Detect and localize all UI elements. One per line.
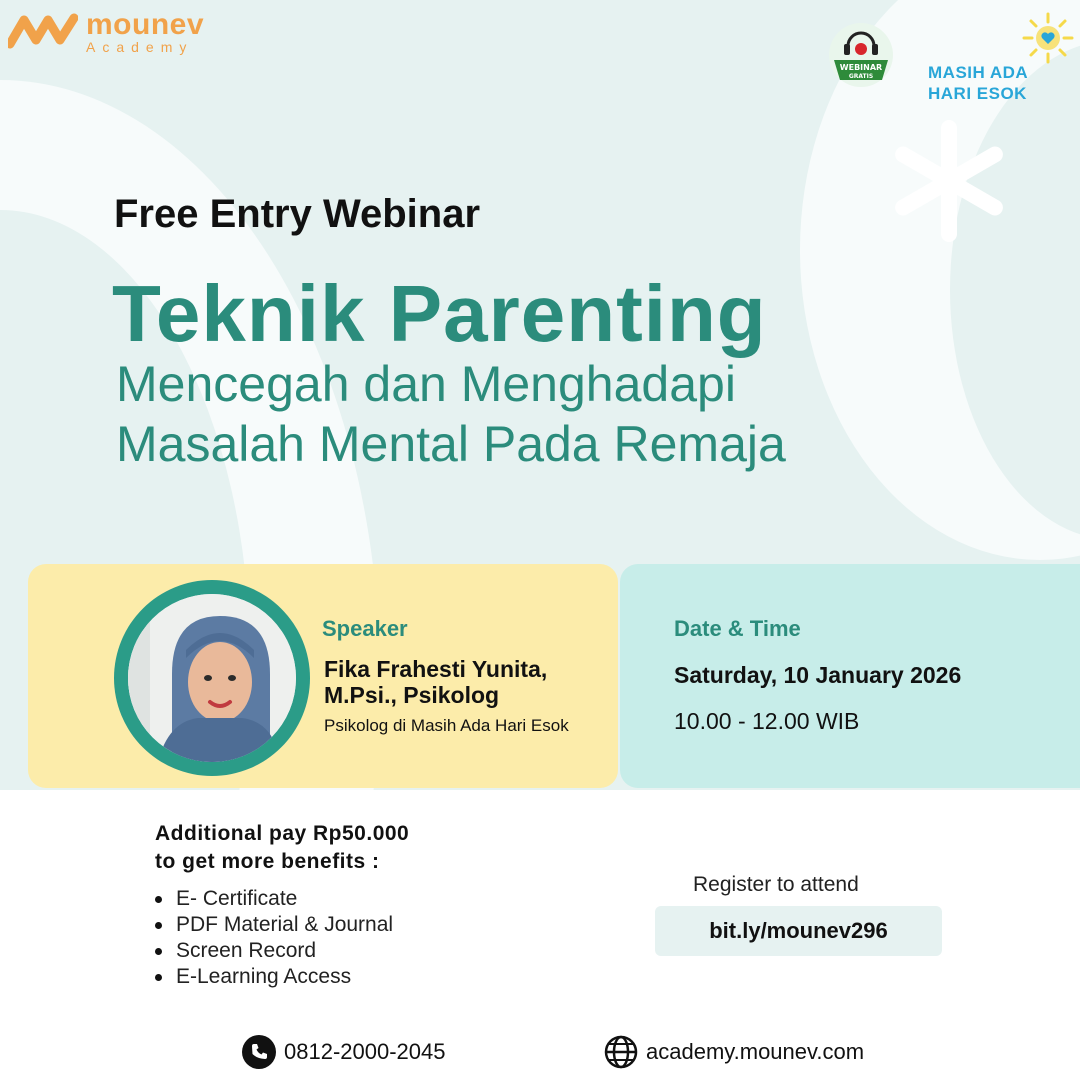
contact-phone[interactable] — [242, 1035, 445, 1069]
sun-heart-icon — [1022, 12, 1074, 64]
benefit-text: PDF Material & Journal — [176, 913, 394, 936]
bullet-icon — [155, 896, 162, 903]
mounev-logo — [8, 10, 204, 54]
eyebrow-heading: Free Entry Webinar — [114, 192, 481, 236]
speaker-role: Psikolog di Masih Ada Hari Esok — [324, 716, 569, 735]
partner-line1: MASIH ADA — [928, 63, 1029, 82]
subtitle-line1: Mencegah dan Menghadapi — [116, 356, 736, 412]
event-date: Saturday, 10 January 2026 — [674, 662, 962, 688]
logo-sub: Academy — [86, 39, 194, 55]
website-url: academy.mounev.com — [646, 1039, 865, 1064]
benefit-text: E- Certificate — [176, 887, 298, 910]
list-item — [155, 886, 393, 912]
phone-number: 0812-2000-2045 — [284, 1039, 446, 1064]
speaker-avatar — [114, 580, 310, 776]
event-time: 10.00 - 12.00 WIB — [674, 708, 860, 734]
list-item — [155, 938, 393, 964]
speaker-name: Fika Frahesti Yunita, M.Psi., Psikolog — [324, 656, 548, 708]
webinar-badge-line2: GRATIS — [848, 73, 874, 80]
register-link[interactable]: bit.ly/mounev296 — [655, 906, 942, 956]
subtitle — [116, 354, 786, 474]
asterisk-flower-icon — [888, 120, 1010, 242]
benefits-heading — [155, 820, 409, 876]
subtitle-line2: Masalah Mental Pada Remaja — [116, 416, 786, 472]
datetime-label: Date & Time — [674, 616, 801, 641]
contact-website[interactable] — [604, 1035, 864, 1069]
benefits-list — [155, 886, 393, 990]
logo-brand: mounev — [86, 8, 205, 41]
benefits-heading-line1: Additional pay Rp50.000 — [155, 822, 410, 845]
bullet-icon — [155, 922, 162, 929]
benefit-text: Screen Record — [176, 939, 317, 962]
partner-line2: HARI ESOK — [928, 84, 1027, 103]
bullet-icon — [155, 974, 162, 981]
list-item — [155, 964, 393, 990]
mounev-logo-icon — [8, 12, 78, 52]
speaker-portrait-icon — [128, 594, 296, 762]
register-label: Register to attend — [693, 873, 859, 896]
benefit-text: E-Learning Access — [176, 965, 352, 988]
partner-logo-text — [928, 62, 1028, 104]
phone-icon — [242, 1035, 276, 1069]
webinar-gratis-badge-icon — [828, 22, 894, 88]
speaker-label: Speaker — [322, 616, 408, 641]
speaker-photo — [128, 594, 296, 762]
webinar-badge-line1: WEBINAR — [839, 63, 883, 72]
list-item — [155, 912, 393, 938]
benefits-heading-line2: to get more benefits : — [155, 850, 380, 873]
globe-icon — [604, 1035, 638, 1069]
bullet-icon — [155, 948, 162, 955]
main-title: Teknik Parenting — [112, 269, 767, 358]
